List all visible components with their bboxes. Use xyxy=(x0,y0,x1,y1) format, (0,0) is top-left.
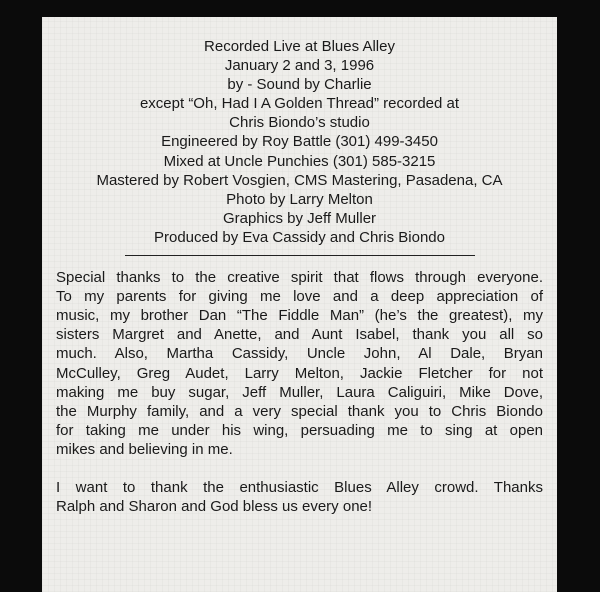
credit-line: by - Sound by Charlie xyxy=(227,76,372,94)
divider-rule xyxy=(125,255,475,256)
paragraph-line: music, my brother Dan “The Fiddle Man” (he’s the greatest), my xyxy=(56,307,543,325)
paragraph-line: I want to thank the enthusiastic Blues Alley crowd. Thanks xyxy=(56,478,543,496)
credit-line: Produced by Eva Cassidy and Chris Biondo xyxy=(154,228,445,246)
credit-line: Chris Biondo’s studio xyxy=(229,114,370,132)
crowd-thanks-paragraph xyxy=(56,478,543,516)
paragraph-line: To my parents for giving me love and a deep appreciation of xyxy=(56,288,543,306)
paragraph-line: McCulley, Greg Audet, Larry Melton, Jackie Fletcher for not xyxy=(56,364,543,382)
paragraph-line: sisters Margret and Anette, and Aunt Isabel, thank you all so xyxy=(56,326,543,344)
paragraph-line: the Murphy family, and a very special thank you to Chris Biondo xyxy=(56,402,543,420)
credit-line: Mixed at Uncle Punchies (301) 585-3215 xyxy=(163,152,436,170)
liner-notes-page xyxy=(42,17,557,592)
credit-line: Engineered by Roy Battle (301) 499-3450 xyxy=(161,133,438,151)
paragraph-line: much. Also, Martha Cassidy, Uncle John, Al Dale, Bryan xyxy=(56,345,543,363)
credit-line: Photo by Larry Melton xyxy=(226,190,373,208)
credit-line: except “Oh, Had I A Golden Thread” recorded at xyxy=(139,95,460,113)
credit-line: Graphics by Jeff Muller xyxy=(222,209,377,227)
paragraph-line: for taking me under his wing, persuading me to sing at open xyxy=(56,421,543,439)
credit-line: Recorded Live at Blues Alley xyxy=(204,38,395,55)
credit-line: January 2 and 3, 1996 xyxy=(224,57,375,75)
credits-block xyxy=(56,37,543,247)
credit-line: Mastered by Robert Vosgien, CMS Mastering, Pasadena, CA xyxy=(96,171,503,189)
paragraph-line: Special thanks to the creative spirit that flows through everyone. xyxy=(56,269,543,287)
thanks-paragraph xyxy=(56,268,543,459)
paragraph-line: Ralph and Sharon and God bless us every one! xyxy=(56,498,373,516)
paragraph-line: making me buy sugar, Jeff Muller, Laura Caliguiri, Mike Dove, xyxy=(56,383,543,401)
paragraph-line: mikes and believing in me. xyxy=(56,440,233,458)
